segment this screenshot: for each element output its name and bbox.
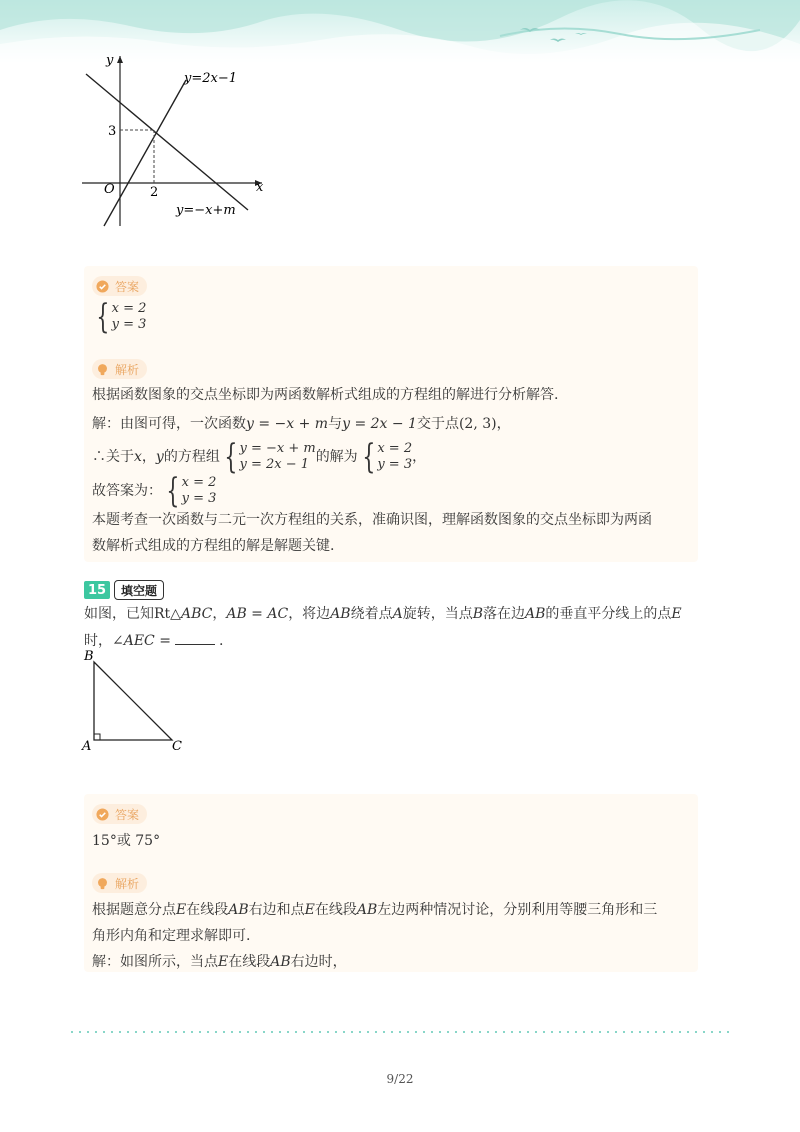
formula-1: y = −x + m bbox=[246, 416, 329, 432]
analysis-line-6: 数解析式组成的方程组的解是解题关键. bbox=[92, 538, 335, 554]
analysis-tag bbox=[92, 359, 147, 379]
lightbulb-icon bbox=[96, 877, 109, 890]
origin-label: O bbox=[104, 182, 115, 197]
formula-2: y = 2x − 1 bbox=[342, 416, 417, 432]
check-circle-icon bbox=[96, 280, 109, 293]
analysis2-line-3: 解：如图所示，当点E在线段AB右边时， bbox=[92, 954, 347, 970]
answer-blank[interactable] bbox=[175, 630, 215, 645]
right-angle-mark bbox=[94, 734, 100, 740]
analysis2-line-1: 根据题意分点E在线段AB右边和点E在线段AB左边两种情况讨论，分别利用等腰三角形和三 bbox=[92, 902, 658, 918]
y-axis-arrow bbox=[117, 56, 123, 63]
question-number-badge: 15 bbox=[84, 581, 110, 599]
analysis-line-4: 故答案为： { x = 2 y = 3 bbox=[92, 471, 217, 511]
tick-x-2: 2 bbox=[150, 185, 159, 200]
analysis2-line-2: 角形内角和定理求解即可. bbox=[92, 928, 251, 944]
analysis-tag-label: 解析 bbox=[115, 362, 140, 377]
line2-label: y=−x+m bbox=[176, 203, 236, 218]
question-line-2: 时，∠AEC = . bbox=[84, 630, 223, 651]
answer-tag-label: 答案 bbox=[115, 279, 140, 294]
vertex-b-label: B bbox=[84, 649, 94, 664]
answer-row-2: y = 3 bbox=[111, 317, 147, 332]
answer-tag bbox=[92, 276, 147, 296]
vertex-c-label: C bbox=[172, 739, 182, 754]
line-y-2x-minus-1 bbox=[104, 80, 186, 226]
line1-label: y=2x−1 bbox=[184, 71, 238, 86]
analysis-tag-label-2: 解析 bbox=[115, 876, 140, 891]
answer-tag-label-2: 答案 bbox=[115, 807, 140, 822]
analysis-line-2: 解：由图可得，一次函数y = −x + m与y = 2x − 1交于点(2, 3)， bbox=[92, 416, 511, 432]
solution-system: { x = 2 y = 3 bbox=[362, 437, 413, 477]
final-answer-system: { x = 2 y = 3 bbox=[166, 471, 217, 511]
y-axis-label: y bbox=[106, 53, 114, 68]
triangle-abc bbox=[94, 662, 172, 740]
analysis-tag-2 bbox=[92, 873, 147, 893]
answer-row-1: x = 2 bbox=[111, 301, 147, 316]
answer-value-2: 15°或 75° bbox=[92, 833, 161, 849]
analysis-line-3: ∴关于x，y的方程组 { y = −x + m y = 2x − 1 的解为 { x = 2 y = 3 ， bbox=[92, 437, 427, 477]
equation-system: { y = −x + m y = 2x − 1 bbox=[224, 437, 316, 477]
triangle-figure bbox=[78, 646, 188, 756]
tick-y-3: 3 bbox=[108, 124, 117, 139]
check-circle-icon bbox=[96, 808, 109, 821]
function-graph bbox=[76, 50, 276, 230]
answer-system: { x = 2 y = 3 bbox=[96, 297, 147, 337]
footer-divider bbox=[68, 1031, 732, 1033]
analysis-line-5: 本题考查一次函数与二元一次方程组的关系，准确识图，理解函数图象的交点坐标即为两函 bbox=[92, 512, 652, 528]
analysis-line-1: 根据函数图象的交点坐标即为两函数解析式组成的方程组的解进行分析解答. bbox=[92, 387, 559, 403]
x-axis-label: x bbox=[256, 180, 264, 195]
question-type-badge: 填空题 bbox=[114, 580, 164, 600]
question-line-1: 如图，已知Rt△ABC，AB = AC，将边AB绕着点A旋转，当点B落在边AB的垂直平分线上的点E bbox=[84, 606, 682, 622]
page-number: 9/22 bbox=[386, 1072, 414, 1086]
vertex-a-label: A bbox=[82, 739, 92, 754]
lightbulb-icon bbox=[96, 363, 109, 376]
answer-tag-2 bbox=[92, 804, 147, 824]
